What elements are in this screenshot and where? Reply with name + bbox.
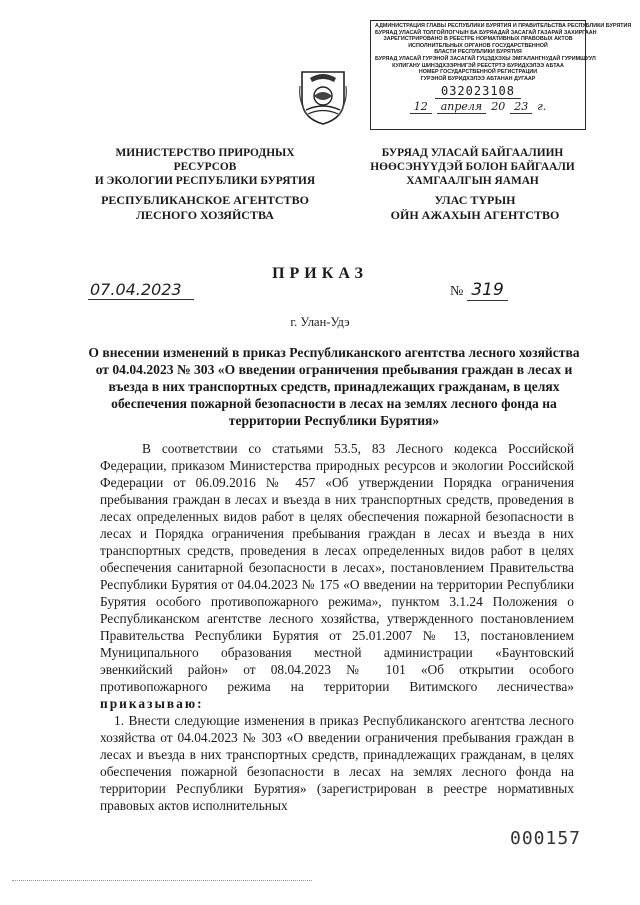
page-number: 000157 <box>510 828 582 849</box>
stamp-line: ВЛАСТИ РЕСПУБЛИКИ БУРЯТИЯ <box>434 49 522 56</box>
ministry-name-bur: БУРЯАД УЛАСАЙ БАЙГААЛИИН НӨӨСЭНҮҮДЭЙ БОЛОН БАЙГААЛИ ХАМГААЛГЫН ЯАМАН <box>370 147 575 187</box>
footer-divider <box>12 880 312 881</box>
stamp-line: КУЛИГАНУ ШИНЭДХЭЭРНИГЭЙ РЕЕСТРТЭ БУРИДХЭЛЭЭ АБТАА <box>392 62 564 69</box>
stamp-registration-date <box>375 100 581 114</box>
stamp-reg-month: апреля <box>437 100 486 114</box>
stamp-reg-year: 23 <box>510 100 532 114</box>
order-date-handwritten: 07.04.2023 <box>88 280 194 300</box>
order-title: О внесении изменений в приказ Республиканского агентства лесного хозяйства от 04.04.2023 № 303 «О введении ограничения пребывания граждан в лесах и въезда в них транспортных средств, принадлежащих гражданам, в целях обеспечения пожарной безопасности в лесах на землях лесного фонда на территории Республики Бурятия» <box>88 345 580 428</box>
stamp-line: НОМЕР ГОСУДАРСТВЕННОЙ РЕГИСТРАЦИИ <box>418 69 538 76</box>
stamp-registration-number: 032023108 <box>435 84 521 99</box>
stamp-line: БУРЯАД УЛАСАЙ ГУРЭНОЙ ЗАСАГАЙ ГУЦЭДХЭХЫ ЭМГАЛАНГНУДАЙ ГУРИМШУУЛ <box>375 55 596 62</box>
stamp-line: БУРЯАД УЛАСАЙ ТОЛГОЙЛОГЧЫН БА БУРЯАДАЙ ЗАСАГАЙ ГАЗАРАЙ ЗАХИРГААН <box>375 29 597 36</box>
body-paragraph-1 <box>100 440 574 712</box>
body-paragraph-1-text: В соответствии со статьями 53.5, 83 Лесного кодекса Российской Федерации, приказом Министерства природных ресурсов и экологии Российской Федерации от 06.09.2016 № 457 «Об утверждении Порядка ограничения пребывания граждан в лесах и въезда в них транспортных средств, проведения в лесах определенных видов работ в целях обеспечения пожарной безопасности в лесах и Порядка ограничения пребывания граждан в лесах и въезда в них транспортных средств, проведения в лесах определенных видов работ в целях обеспечения санитарной безопасности в лесах», постановлением Правительства Республики Бурятия от 04.04.2023 № 175 «О введении на территории Республики Бурятия особого противопожарного режима», пунктом 3.1.24 Положения о Республиканском агентстве лесного хозяйства, утвержденного постановлением Правительства Республики Бурятия от 25.01.2007 № 13, постановлением Муниципального образования местной администрации «Баунтовский эвенкийский район» от 08.04.2023 № 101 «Об открытии особого противопожарного режима на территории Витимского лесничества» <box>100 441 574 694</box>
order-number-handwritten: 319 <box>467 280 507 301</box>
order-body <box>100 440 574 814</box>
coat-of-arms-icon <box>298 66 348 126</box>
stamp-line: АДМИНИСТРАЦИЯ ГЛАВЫ РЕСПУБЛИКИ БУРЯТИЯ И ПРАВИТЕЛЬСТВА РЕСПУБЛИКИ БУРЯТИЯ <box>375 23 632 29</box>
order-city: г. Улан-Удэ <box>290 315 350 329</box>
agency-name-bur: УЛАС ТҮРЫН ОЙН АЖАХЫН АГЕНТСТВО <box>390 193 560 222</box>
ministry-name-ru: МИНИСТЕРСТВО ПРИРОДНЫХ РЕСУРСОВ И ЭКОЛОГИИ РЕСПУБЛИКИ БУРЯТИЯ <box>94 147 316 187</box>
registration-stamp <box>370 20 632 130</box>
stamp-line: ИСПОЛНИТЕЛЬНЫХ ОРГАНОВ ГОСУДАРСТВЕННОЙ <box>408 42 548 49</box>
stamp-reg-year-suffix: г. <box>537 100 547 114</box>
stamp-registration-number-row <box>375 84 581 99</box>
stamp-reg-day: 12 <box>410 100 432 114</box>
stamp-line: ЗАРЕГИСТРИРОВАНО В РЕЕСТРЕ НОРМАТИВНЫХ ПРАВОВЫХ АКТОВ <box>383 36 573 43</box>
body-paragraph-2: 1. Внести следующие изменения в приказ Республиканского агентства лесного хозяйства от 04.04.2023 № 303 «О введении ограничения пребывания граждан в лесах и въезда в них транспортных средств, принадлежащих гражданам, в целях обеспечения пожарной безопасности в лесах на землях лесного фонда на территории Республики Бурятия» (зарегистрирован в реестре нормативных правовых актов исполнительных <box>100 713 574 813</box>
body-order-word: приказываю: <box>100 696 204 711</box>
agency-name-ru: РЕСПУБЛИКАНСКОЕ АГЕНТСТВО ЛЕСНОГО ХОЗЯЙСТВА <box>101 193 309 222</box>
order-number <box>450 280 508 300</box>
stamp-line: ГУРЭНОЙ БУРИДХЭЛЭЭ АБТАНАН ДУГААР <box>420 75 536 82</box>
order-heading: ПРИКАЗ <box>272 265 368 282</box>
order-number-label: № <box>450 284 464 299</box>
stamp-reg-year-prefix: 20 <box>491 100 506 114</box>
